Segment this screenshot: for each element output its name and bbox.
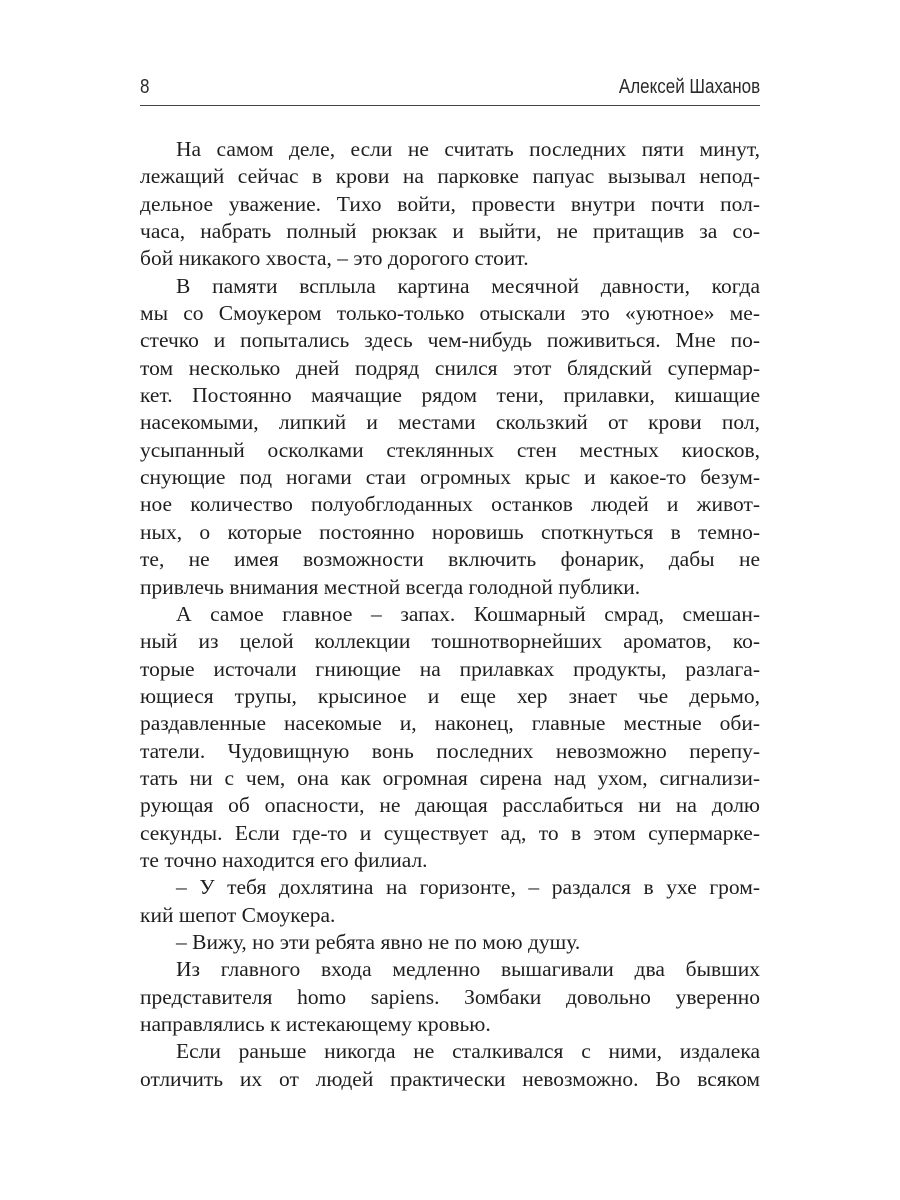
text-line: А самое главное – запах. Кошмарный смрад, смешан- xyxy=(176,601,760,626)
text-line: часа, набрать полный рюкзак и выйти, не притащив за со- xyxy=(140,219,760,244)
text-line: тать ни с чем, она как огромная сирена над ухом, сигнализи- xyxy=(140,765,760,790)
text-line: том несколько дней подряд снился этот блядский супермар- xyxy=(140,355,760,380)
header-rule xyxy=(140,105,760,106)
text-line: представителя homo sapiens. Зомбаки довольно уверенно xyxy=(140,984,760,1009)
text-line: торые источали гниющие на прилавках продукты, разлага- xyxy=(140,656,760,681)
text-line: – У тебя дохлятина на горизонте, – раздался в ухе гром- xyxy=(176,875,760,900)
text-line: На самом деле, если не считать последних пяти минут, xyxy=(176,137,760,161)
body-text xyxy=(140,136,760,1093)
running-title: Алексей Шаханов xyxy=(618,76,760,98)
text-line: татели. Чудовищную вонь последних невозможно перепу- xyxy=(140,738,760,763)
text-line: снующие под ногами стаи огромных крыс и какое-то безум- xyxy=(140,465,760,490)
text-line: лежащий сейчас в крови на парковке папуас вызывал непод- xyxy=(140,164,760,189)
text-line: дельное уважение. Тихо войти, провести внутри почти пол- xyxy=(140,191,760,216)
text-line: В памяти всплыла картина месячной давности, когда xyxy=(176,273,760,298)
text-line: отличить их от людей практически невозможно. Во всяком xyxy=(140,1066,760,1091)
text-line: мы со Смоукером только-только отыскали это «уютное» ме- xyxy=(140,301,760,326)
text-line: ющиеся трупы, крысиное и еще хер знает чье дерьмо, xyxy=(140,683,760,708)
text-line: бой никакого хвоста, – это дорогого стоит. xyxy=(140,246,529,271)
text-line: раздавленные насекомые и, наконец, главные местные оби- xyxy=(140,711,760,736)
text-line: те, не имея возможности включить фонарик, дабы не xyxy=(140,547,760,572)
text-line: Если раньше никогда не сталкивался с ними, издалека xyxy=(176,1039,760,1064)
text-line: насекомыми, липкий и местами скользкий от крови пол, xyxy=(140,410,760,435)
text-line: те точно находится его филиал. xyxy=(140,847,428,872)
text-line: кий шепот Смоукера. xyxy=(140,902,336,927)
text-line: ное количество полуобглоданных останков людей и живот- xyxy=(140,492,760,517)
text-line: ный из целой коллекции тошнотворнейших ароматов, ко- xyxy=(140,629,760,654)
text-line: привлечь внимания местной всегда голодной публики. xyxy=(140,574,641,599)
text-line: рующая об опасности, не дающая расслабиться ни на долю xyxy=(140,793,760,818)
text-line: направлялись к истекающему кровью. xyxy=(140,1012,491,1036)
text-line: секунды. Если где-то и существует ад, то в этом супермарке- xyxy=(140,820,760,845)
text-line: кет. Постоянно маячащие рядом тени, прилавки, кишащие xyxy=(140,383,760,408)
running-header xyxy=(140,74,760,104)
text-line: стечко и попытались здесь чем-нибудь поживиться. Мне по- xyxy=(140,328,760,353)
text-line: усыпанный осколками стеклянных стен местных киосков, xyxy=(140,437,760,462)
text-line: – Вижу, но эти ребята явно не по мою душу. xyxy=(176,929,581,954)
text-line: ных, о которые постоянно норовишь споткнуться в темно- xyxy=(140,519,760,544)
page-number: 8 xyxy=(140,76,150,98)
text-line: Из главного входа медленно вышагивали два бывших xyxy=(176,957,760,982)
